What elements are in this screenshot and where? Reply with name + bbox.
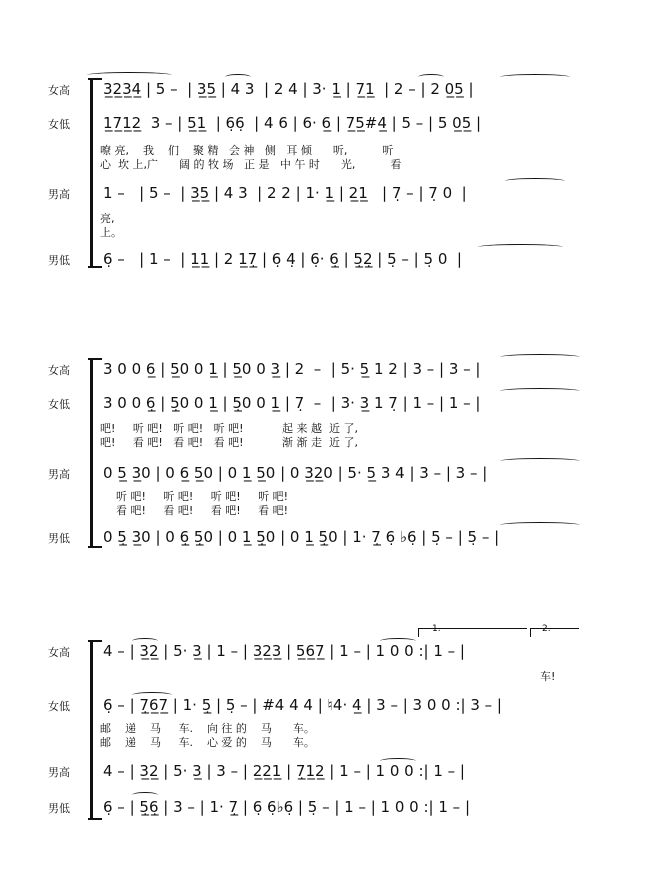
lyric-line: 心 坎 上,广 阔 的 牧 场 正 是 中 午 时 光, 看	[100, 158, 402, 171]
notes-bass: 6̣ – | 5̣̲6̣̲ | 3 – | 1· 7̣̲ | 6̣ 6̣♭6̣ | 5̣ – | 1 – | 1 0 0 :| 1 – |	[103, 798, 471, 816]
volta-2-label: 2.	[542, 624, 551, 634]
notes-soprano: 4 – | 3̲2̲ | 5· 3̲ | 1 – | 3̲2̲3̲ | 5̲6̲7̲ | 1 – | 1 0 0 :| 1 – |	[103, 642, 465, 660]
notes-soprano: 3̲2̲3̲4̲ | 5 – | 3̲5̲ | 4 3 | 2 4 | 3· 1̲ | 7̲1̲ | 2 – | 2 0̲5̲ |	[103, 80, 474, 98]
notes-soprano: 3 0 0 6̲ | 5̲0 0 1̲ | 5̲0 0 3̲ | 2 – | 5· 5̲ 1 2 | 3 – | 3 – |	[103, 360, 481, 378]
system-brace	[90, 640, 99, 820]
part-label-alto: 女低	[48, 700, 70, 713]
notes-bass: 0 5̣̲ 3̲0 | 0 6̣̲ 5̣̲0 | 0 1̲ 5̣̲0 | 0 1̲ 5̣̲0 | 1· 7̣̲ 6̣ ♭6̣ | 5̣ – | 5̣ – |	[103, 528, 500, 546]
volta-2-bracket	[530, 628, 579, 637]
part-label-alto: 女低	[48, 118, 70, 131]
system-brace	[90, 78, 99, 268]
notes-alto: 6̣ – | 7̣̲6̲7̲ | 1· 5̣̲ | 5̣ – | #4 4 4 | ♮4· 4̲ | 3 – | 3 0 0 :| 3 – |	[103, 696, 502, 714]
part-label-tenor: 男高	[48, 188, 70, 201]
part-label-bass: 男低	[48, 802, 70, 815]
notes-alto: 3 0 0 6̣̲ | 5̣̲0 0 1̲ | 5̣̲0 0 1̲ | 7̣ – | 3· 3̲ 1 7̣ | 1 – | 1 – |	[103, 394, 481, 412]
part-label-soprano: 女高	[48, 364, 70, 377]
notes-bass: 6̣ – | 1 – | 1̲1̲ | 2 1̲7̣̲ | 6̣ 4̣ | 6̣· 6̣̲ | 5̣̲2̣̲ | 5̣ – | 5̣ 0 |	[103, 250, 462, 268]
notes-alto: 1̲7̲1̲2̲ 3 – | 5̲1̲ | 6̣6̣ | 4 6 | 6· 6̲ | 7̲5̲#4̲ | 5 – | 5 0̲5̲ |	[103, 114, 482, 132]
notes-tenor: 0 5̲ 3̲0 | 0 6̲ 5̲0 | 0 1̲ 5̲0 | 0 3̲2̲0 | 5· 5̲ 3 4 | 3 – | 3 – |	[103, 464, 488, 482]
system-brace	[90, 358, 99, 548]
lyric-line: 吧! 听 吧! 听 吧! 听 吧! 起 来 越 近 了,	[100, 422, 359, 435]
volta-1-label: 1.	[432, 624, 441, 634]
part-label-soprano: 女高	[48, 646, 70, 659]
lyric-line: 听 吧! 听 吧! 听 吧! 听 吧!	[116, 490, 289, 503]
part-label-bass: 男低	[48, 254, 70, 267]
notes-tenor: 1 – | 5 – | 3̲5̲ | 4 3 | 2 2 | 1· 1̲ | 2̲1̲ | 7̣ – | 7̣ 0 |	[103, 184, 467, 202]
part-label-soprano: 女高	[48, 84, 70, 97]
part-label-bass: 男低	[48, 532, 70, 545]
part-label-alto: 女低	[48, 398, 70, 411]
ending-lyric: 车!	[540, 670, 556, 683]
lyric-line: 亮,	[100, 212, 115, 225]
lyric-line: 邮 递 马 车. 向 往 的 马 车。	[100, 722, 315, 735]
lyric-line: 吧! 看 吧! 看 吧! 看 吧! 渐 渐 走 近 了,	[100, 436, 359, 449]
lyric-line: 上。	[100, 226, 122, 239]
part-label-tenor: 男高	[48, 468, 70, 481]
lyric-line: 看 吧! 看 吧! 看 吧! 看 吧!	[116, 504, 289, 517]
lyric-line: 嘹 亮, 我 们 聚 精 会 神 侧 耳 倾 听, 听	[100, 144, 394, 157]
notes-tenor: 4 – | 3̲2̲ | 5· 3̲ | 3 – | 2̲2̲1̲ | 7̣̲1̲2̲ | 1 – | 1 0 0 :| 1 – |	[103, 762, 465, 780]
lyric-line: 邮 递 马 车. 心 爱 的 马 车。	[100, 736, 315, 749]
part-label-tenor: 男高	[48, 766, 70, 779]
